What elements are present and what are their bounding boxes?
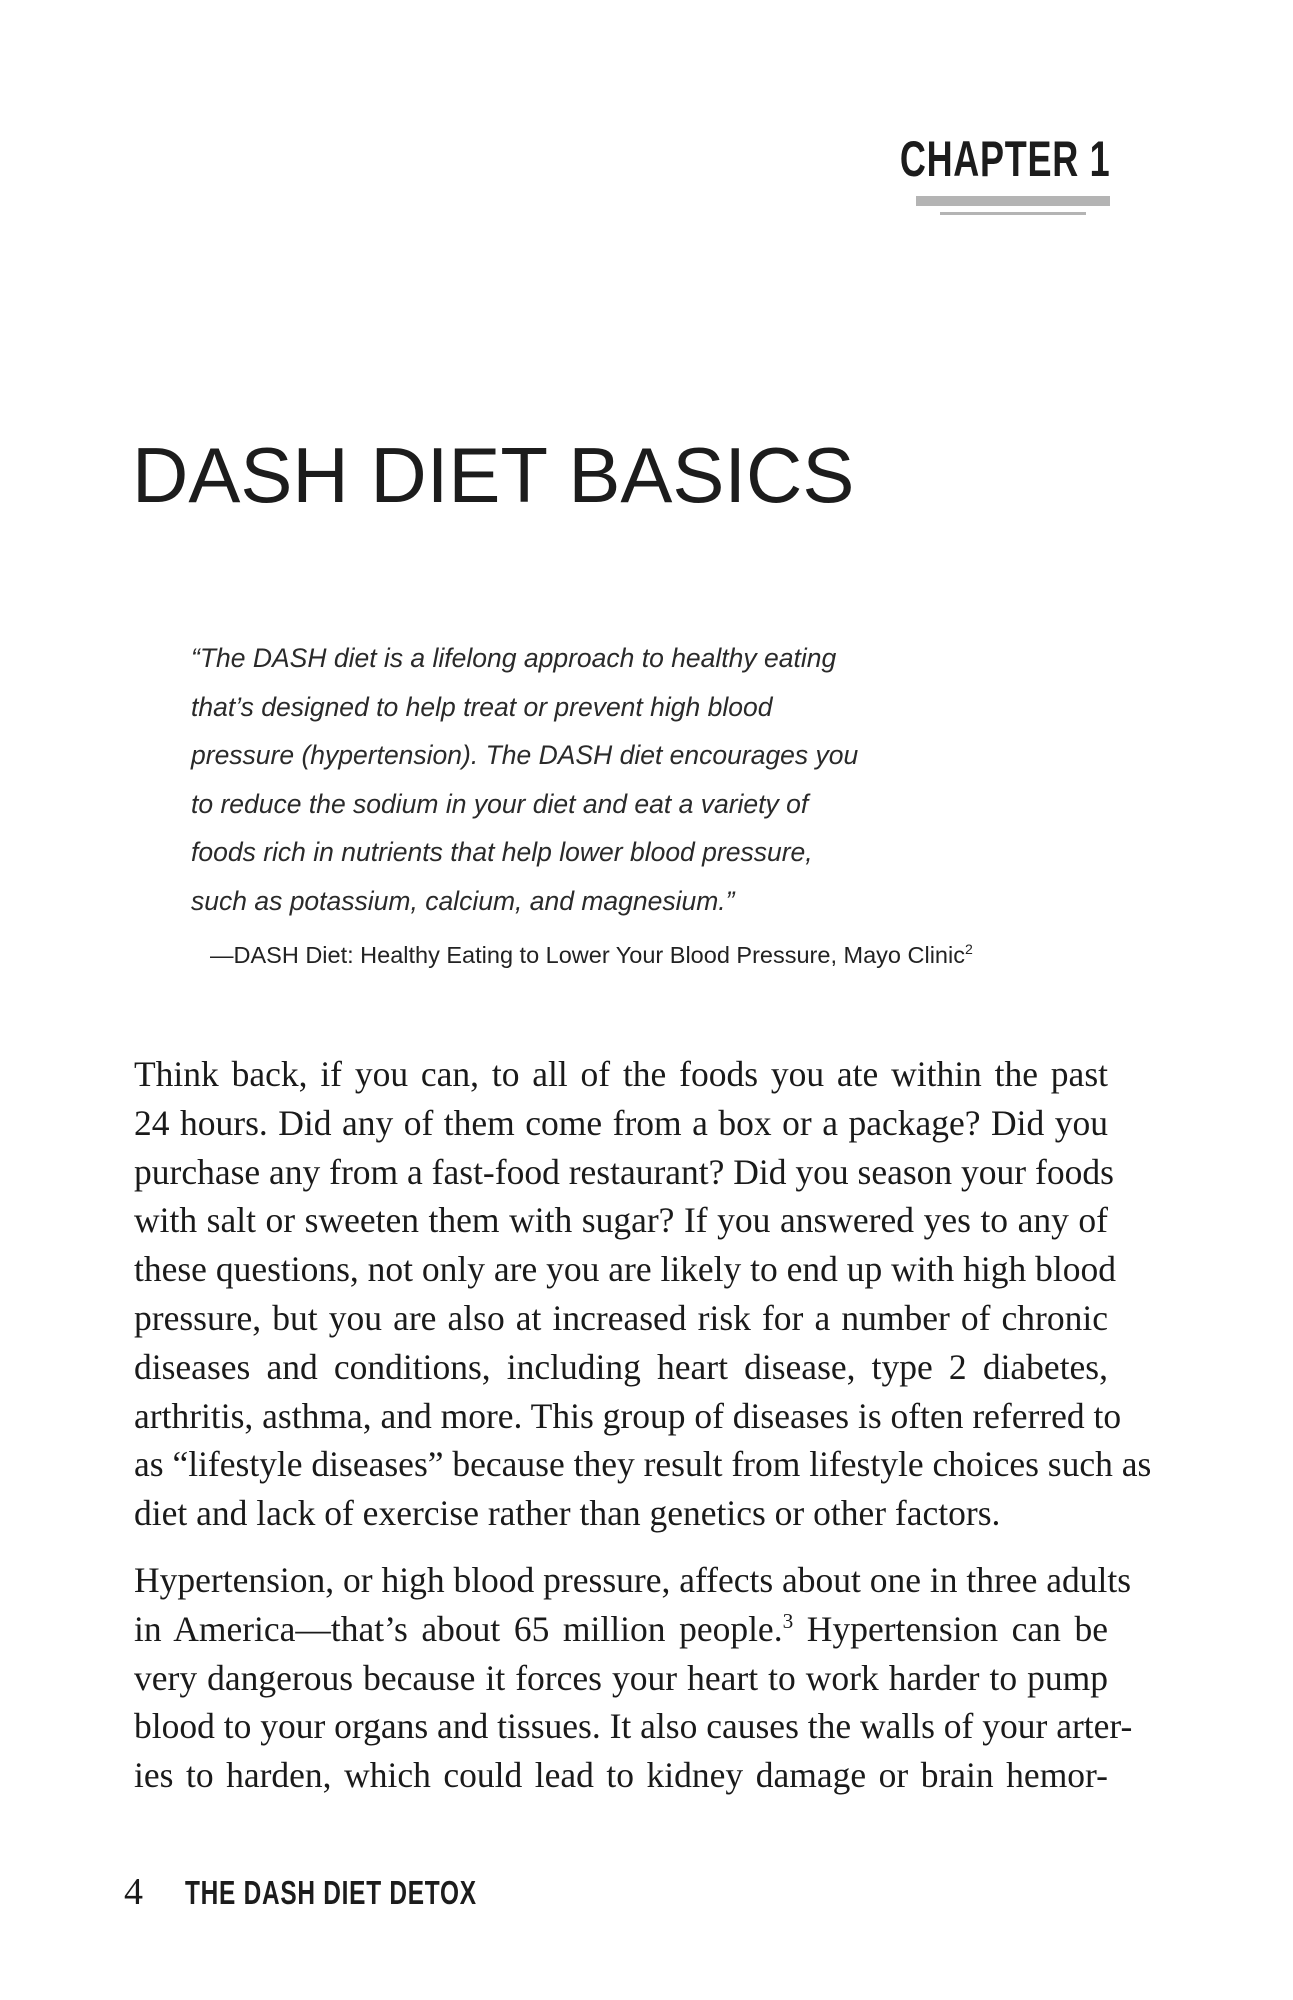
paragraph-line: Think back, if you can, to all of the foods you ate within the past: [134, 1054, 1108, 1094]
paragraph-line-tail: Hypertension can be: [793, 1608, 1108, 1649]
epigraph: [191, 634, 951, 926]
body-paragraph: [134, 1050, 1152, 1538]
chapter-label: CHAPTER 1: [899, 131, 1110, 187]
paragraph-line: very dangerous because it forces your heart to work harder to pump: [134, 1657, 1108, 1698]
epigraph-attribution: [210, 942, 973, 969]
paragraph-line: blood to your organs and tissues. It also causes the walls of your arter-: [134, 1706, 1133, 1747]
page-footer: [124, 1870, 579, 1914]
epigraph-line: pressure (hypertension). The DASH diet encourages you: [191, 740, 859, 771]
paragraph-line: arthritis, asthma, and more. This group of diseases is often referred to: [134, 1395, 1122, 1436]
epigraph-line: that’s designed to help treat or prevent high blood: [191, 691, 773, 722]
attribution-text: —DASH Diet: Healthy Eating to Lower Your Blood Pressure, Mayo Clinic: [210, 942, 965, 968]
paragraph-line: with salt or sweeten them with sugar? If you answered yes to any of: [134, 1200, 1108, 1241]
epigraph-line: to reduce the sodium in your diet and eat a variety of: [191, 788, 809, 819]
chapter-rule-thin: [940, 212, 1086, 215]
paragraph-line: diet and lack of exercise rather than genetics or other factors.: [134, 1493, 1001, 1534]
epigraph-line: foods rich in nutrients that help lower blood pressure,: [191, 837, 813, 868]
page-title: DASH DIET BASICS: [132, 431, 855, 519]
paragraph-line: 24 hours. Did any of them come from a box or a package? Did you: [134, 1102, 1108, 1143]
paragraph-line: ies to harden, which could lead to kidney damage or brain hemor-: [134, 1755, 1108, 1796]
paragraph-line: diseases and conditions, including heart disease, type 2 diabetes,: [134, 1346, 1108, 1387]
paragraph-line: these questions, not only are you are likely to end up with high blood: [134, 1249, 1117, 1290]
paragraph-line: as “lifestyle diseases” because they result from lifestyle choices such as: [134, 1444, 1152, 1485]
epigraph-line: such as potassium, calcium, and magnesium.”: [191, 885, 735, 916]
running-head: THE DASH DIET DETOX: [185, 1874, 477, 1911]
body-paragraph: [134, 1556, 1133, 1800]
paragraph-line: pressure, but you are also at increased risk for a number of chronic: [134, 1297, 1108, 1338]
paragraph-line-head: in America—that’s about 65 million people.: [134, 1608, 783, 1649]
endnote-marker: 2: [964, 941, 973, 958]
chapter-rule-thick: [916, 196, 1110, 206]
page-number: 4: [124, 1871, 143, 1913]
paragraph-line: Hypertension, or high blood pressure, affects about one in three adults: [134, 1560, 1132, 1600]
paragraph-line: [134, 1605, 1108, 1654]
epigraph-line: “The DASH diet is a lifelong approach to healthy eating: [191, 643, 837, 673]
endnote-marker: 3: [782, 1608, 794, 1633]
paragraph-line: purchase any from a fast-food restaurant? Did you season your foods: [134, 1151, 1114, 1192]
